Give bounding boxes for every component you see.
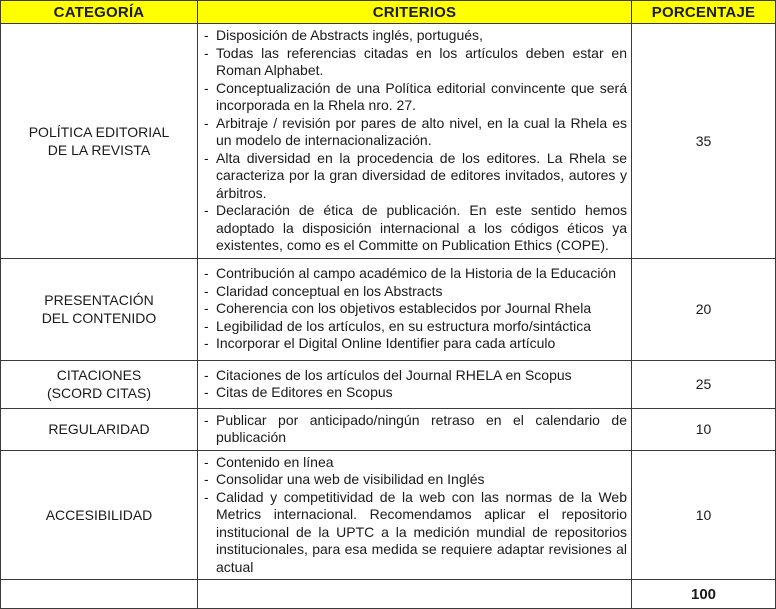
list-item: - Arbitraje / revisión por pares de alto nivel, en la cual la Rhela es un modelo de internacionalización. <box>204 115 627 150</box>
total-row <box>1 580 776 609</box>
criteria-list <box>204 412 627 447</box>
criteria-list <box>204 27 627 255</box>
category-cell <box>1 24 198 259</box>
category-line: DEL CONTENIDO <box>41 310 157 326</box>
total-value: 100 <box>632 580 776 609</box>
list-item: - Alta diversidad en la procedencia de los editores. La Rhela se caracteriza por la gran diversidad de editores invitados, autores y árbitros. <box>204 150 627 203</box>
percentage-cell: 25 <box>632 360 776 408</box>
list-item: - Contenido en línea <box>204 454 627 472</box>
category-cell <box>1 360 198 408</box>
list-item: - Contribución al campo académico de la Historia de la Educación <box>204 265 627 283</box>
list-item: - Publicar por anticipado/ningún retraso en el calendario de publicación <box>204 412 627 447</box>
list-item: - Citas de Editores en Scopus <box>204 384 627 402</box>
criteria-cell <box>198 360 632 408</box>
category-line: PRESENTACIÓN <box>44 292 154 308</box>
category-line: REGULARIDAD <box>48 421 150 437</box>
list-item: - Coherencia con los objetivos establecidos por Journal Rhela <box>204 300 627 318</box>
category-line: POLÍTICA EDITORIAL <box>28 123 170 140</box>
table-row <box>1 408 776 450</box>
criteria-list <box>204 454 627 577</box>
header-criteria: CRITERIOS <box>198 1 632 24</box>
percentage-cell: 10 <box>632 450 776 580</box>
category-cell <box>1 408 198 450</box>
criteria-cell <box>198 24 632 259</box>
list-item: - Claridad conceptual en los Abstracts <box>204 283 627 301</box>
list-item: - Incorporar el Digital Online Identifier para cada artículo <box>204 335 627 353</box>
percentage-cell: 10 <box>632 408 776 450</box>
empty-cell <box>198 580 632 609</box>
list-item: - Calidad y competitividad de la web con las normas de la Web Metrics internacional. Recomendamos aplicar el repositorio institucional de la UPTC a la medición mundial de repositorios institucionales, para esa medida se requiere adaptar revisiones al actual <box>204 489 627 577</box>
criteria-cell <box>198 408 632 450</box>
category-line: DE LA REVISTA <box>47 141 151 158</box>
category-cell <box>1 258 198 360</box>
category-line: ACCESIBILIDAD <box>45 506 153 523</box>
percentage-cell: 35 <box>632 24 776 259</box>
category-line: (SCORD CITAS) <box>47 385 151 401</box>
criteria-list <box>204 265 627 353</box>
list-item: - Consolidar una web de visibilidad en Inglés <box>204 471 627 489</box>
list-item: - Legibilidad de los artículos, en su estructura morfo/sintáctica <box>204 318 627 336</box>
criteria-cell <box>198 450 632 580</box>
criteria-cell <box>198 258 632 360</box>
table-row <box>1 360 776 408</box>
header-category: CATEGORÍA <box>1 1 198 24</box>
category-cell <box>1 450 198 580</box>
list-item: - Todas las referencias citadas en los artículos deben estar en Roman Alphabet. <box>204 45 627 80</box>
percentage-cell: 20 <box>632 258 776 360</box>
list-item: - Citaciones de los artículos del Journal RHELA en Scopus <box>204 367 627 385</box>
table-row <box>1 258 776 360</box>
header-row <box>1 1 776 24</box>
list-item: - Disposición de Abstracts inglés, portugués, <box>204 27 627 45</box>
list-item: - Conceptualización de una Política editorial convincente que será incorporada en la Rhela nro. 27. <box>204 80 627 115</box>
category-line: CITACIONES <box>56 367 142 383</box>
table-row <box>1 450 776 580</box>
criteria-list <box>204 367 627 402</box>
list-item: - Declaración de ética de publicación. En este sentido hemos adoptado la disposición internacional a los códigos éticos ya existentes, como es el Committe on Publication Ethics (COPE). <box>204 202 627 255</box>
header-percentage: PORCENTAJE <box>632 1 776 24</box>
empty-cell <box>1 580 198 609</box>
table-row <box>1 24 776 259</box>
